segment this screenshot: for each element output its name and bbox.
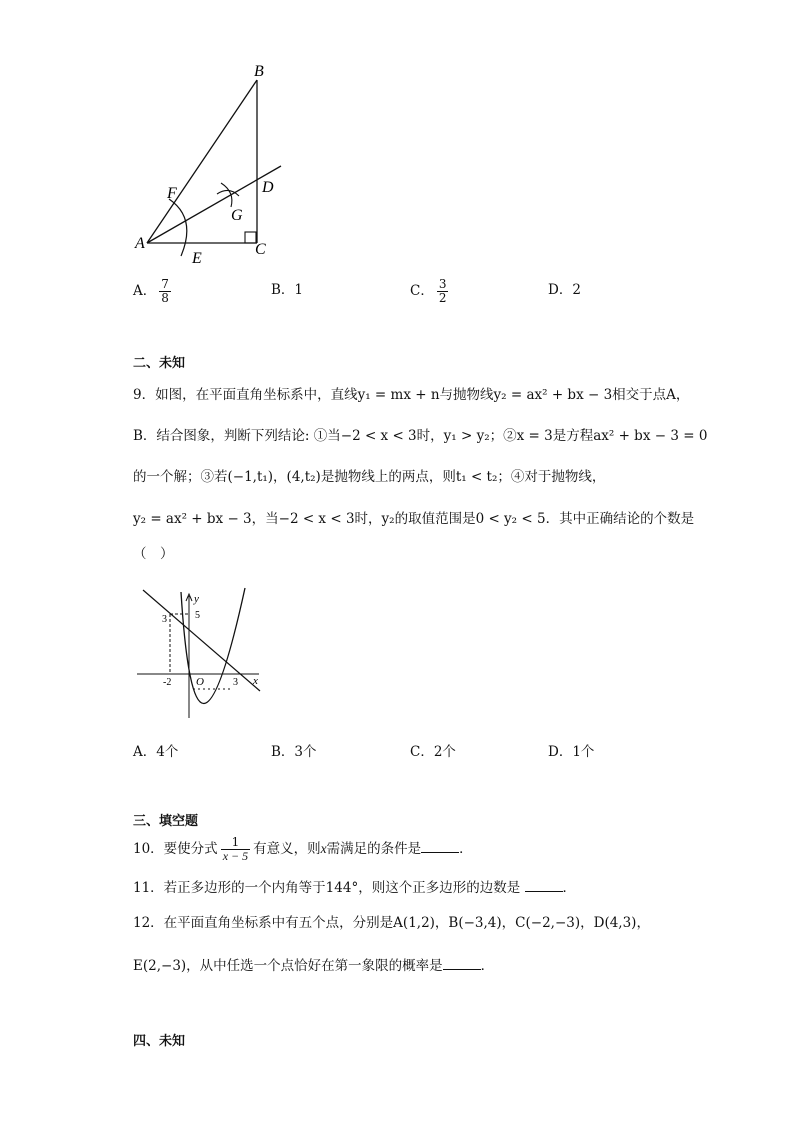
q11-text: 11．若正多边形的一个内角等于144°，则这个正多边形的边数是 — [133, 880, 521, 896]
q9-option-d[interactable]: D．1个 — [548, 744, 595, 760]
parabola-figure — [133, 584, 268, 724]
label-c: C — [255, 241, 266, 258]
q11-line — [133, 879, 576, 897]
q8-option-c-den: 2 — [438, 291, 447, 305]
q8-option-c-label: C． — [410, 283, 434, 299]
label-d: D — [262, 179, 274, 196]
q10-answer-blank[interactable] — [421, 840, 459, 853]
label-e: E — [192, 250, 202, 267]
q10-suffix: 需满足的条件是 — [326, 841, 422, 857]
q12-text: E(2,−3)，从中任选一个点恰好在第一象限的概率是 — [133, 958, 443, 974]
q9-line-3: 的一个解；③若(−1,t₁)，(4,t₂)是抛物线上的两点，则t₁ < t₂；④对于抛物线， — [133, 469, 606, 485]
q10-frac-num: 1 — [221, 836, 250, 850]
q8-option-c-fraction — [437, 278, 449, 305]
tick-label-3-y: 3 — [162, 614, 167, 625]
label-f: F — [167, 185, 177, 202]
section-3-title: 三、填空题 — [133, 814, 199, 829]
intersect-arc-1 — [217, 190, 239, 196]
q10-line — [133, 836, 473, 863]
q9-option-b[interactable]: B．3个 — [271, 744, 317, 760]
q8-option-c[interactable] — [410, 278, 451, 305]
q8-option-a[interactable] — [133, 278, 174, 305]
q8-option-b[interactable]: B．1 — [271, 282, 304, 298]
q9-line-5: （ ） — [133, 546, 174, 562]
label-a: A — [135, 235, 145, 252]
tick-label-3-x: 3 — [233, 677, 238, 688]
q9-option-c[interactable]: C．2个 — [410, 744, 456, 760]
label-b: B — [254, 63, 264, 80]
origin-label: O — [196, 676, 204, 688]
section-2-title: 二、未知 — [133, 356, 186, 371]
tick-label-5: 5 — [195, 610, 200, 621]
q9-line-1: 9．如图，在平面直角坐标系中，直线y₁ = mx + n与抛物线y₂ = ax² + bx − 3相交于点A， — [133, 387, 690, 403]
q8-option-a-label: A． — [133, 283, 157, 299]
q11-answer-blank[interactable] — [525, 879, 563, 892]
q8-option-a-num: 7 — [161, 277, 169, 291]
tick-label-neg2: -2 — [163, 677, 172, 688]
q10-var: x — [320, 841, 327, 856]
q10-frac-den: x − 5 — [222, 849, 249, 863]
label-g: G — [231, 207, 243, 224]
bisector-line — [147, 166, 281, 243]
q12-answer-blank[interactable] — [443, 957, 481, 970]
q10-middle: 有意义，则 — [253, 841, 321, 857]
q9-line-2: B．结合图象，判断下列结论: ①当−2 < x < 3时，y₁ > y₂；②x = 3是方程ax² + bx − 3 = 0 — [133, 428, 708, 444]
q8-option-d[interactable]: D．2 — [548, 282, 581, 298]
x-axis-label: x — [253, 675, 258, 687]
q9-line-4: y₂ = ax² + bx − 3，当−2 < x < 3时，y₂的取值范围是0 < y₂ < 5．其中正确结论的个数是 — [133, 511, 695, 527]
q10-end: ． — [459, 841, 473, 857]
q9-option-a[interactable]: A．4个 — [133, 744, 179, 760]
q8-option-a-fraction — [159, 278, 171, 305]
triangle-figure — [125, 58, 295, 268]
q12-line-1: 12．在平面直角坐标系中有五个点，分别是A(1,2)，B(−3,4)，C(−2,−3)，D(4,3)， — [133, 915, 650, 931]
q8-option-c-num: 3 — [438, 277, 447, 291]
q8-option-a-den: 8 — [161, 291, 169, 305]
q10-fraction — [221, 836, 250, 863]
q11-end: ． — [562, 880, 576, 896]
q12-end: ． — [480, 958, 495, 974]
q12-line-2 — [133, 957, 494, 975]
q10-prefix: 10．要使分式 — [133, 841, 218, 857]
section-4-title: 四、未知 — [133, 1034, 186, 1049]
y-axis-label: y — [194, 593, 199, 605]
